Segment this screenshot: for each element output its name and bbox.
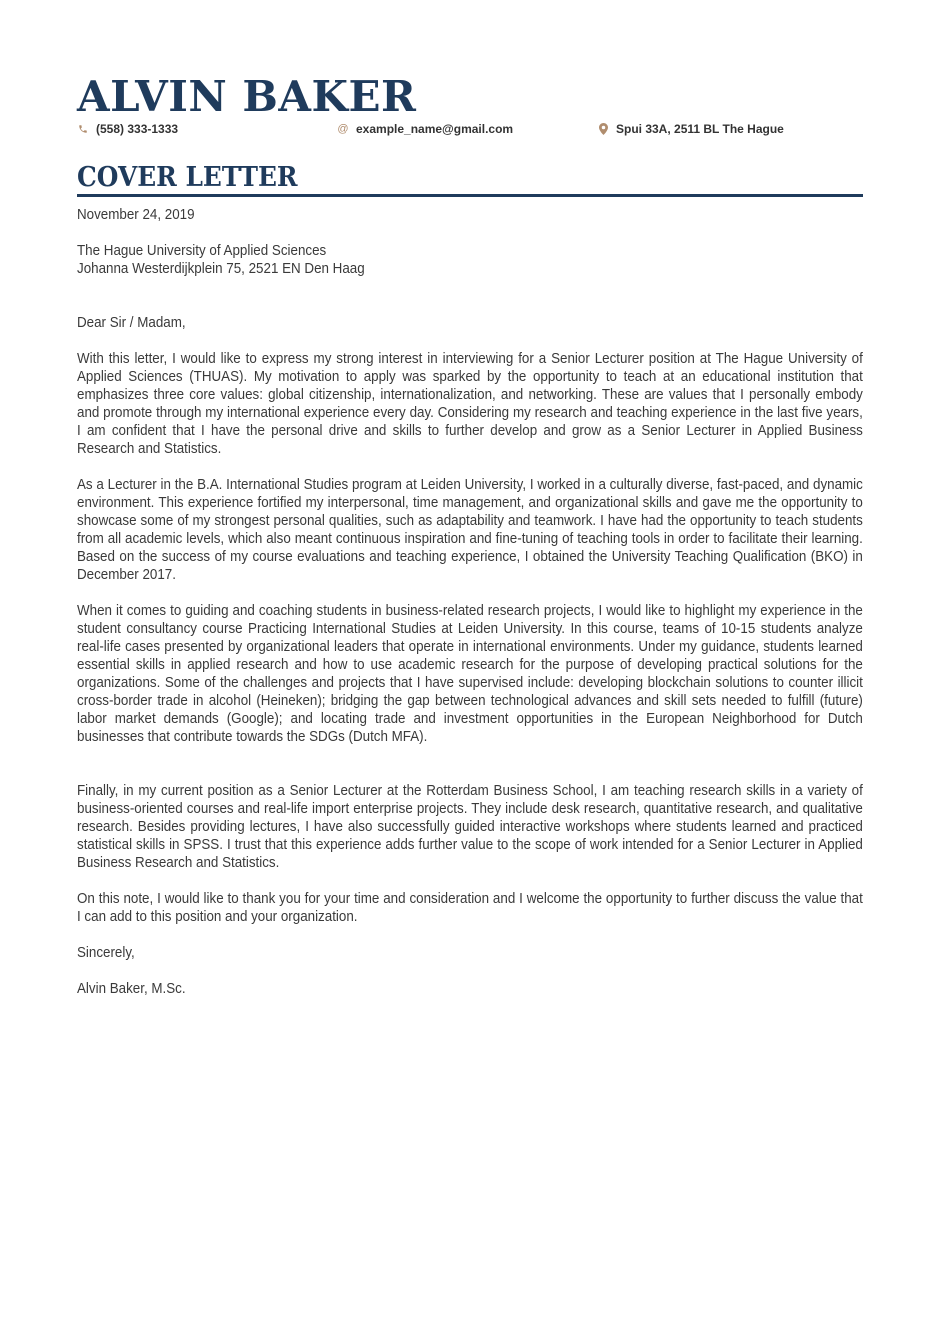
salutation: Dear Sir / Madam, <box>77 315 186 331</box>
body-paragraph-2: As a Lecturer in the B.A. International Studies program at Leiden University, I worked in a culturally diverse, fast-paced, and dynamic environment. This experience fortified my interpersonal, time management, and organizational skills and gave me the opportunity to showcase some of my strongest personal qualities, such as adaptability and teamwork. I have had the opportunity to teach students from all academic levels, which also meant continuous inspiration and fine-tuning of teaching tools in order to facilitate their learning. Based on the success of my course evaluations and teaching experience, I obtained the University Teaching Qualification (BKO) in December 2017. <box>77 477 863 583</box>
email-address[interactable]: example_name@gmail.com <box>356 122 514 136</box>
at-icon: @ <box>337 123 349 135</box>
title-divider <box>77 194 863 197</box>
body-paragraph-5: On this note, I would like to thank you for your time and consideration and I welcome the opportunity to further discuss the value that I can add to this position and your organization. <box>77 891 863 925</box>
applicant-name: ALVIN BAKER <box>77 72 417 121</box>
body-paragraph-4: Finally, in my current position as a Senior Lecturer at the Rotterdam Business School, I am teaching research skills in a variety of business-oriented courses and real-life import enterprise projects. They include desk research, quantitative research, and qualitative research. Besides providing lectures, I have also successfully guided interactive workshops where students learned and practiced statistical skills in SPSS. I trust that this experience adds further value to the scope of work intended for a Senior Lecturer in Applied Business Research and Statistics. <box>77 783 863 871</box>
street-address: Spui 33A, 2511 BL The Hague <box>616 122 784 136</box>
location-pin-icon <box>597 123 609 135</box>
body-paragraph-1: With this letter, I would like to express my strong interest in interviewing for a Senior Lecturer position at The Hague University of Applied Sciences (THUAS). My motivation to apply was sparked by the opportunity to teach at an educational institution that emphasizes three core values: global citizenship, internationalization, and networking. These are values that I personally embody and promote through my international experience every day. Considering my research and teaching experience in the last five years, I am confident that I have the personal drive and skills to further develop and grow as a Senior Lecturer in Applied Business Research and Statistics. <box>77 351 863 457</box>
contact-info <box>77 122 863 140</box>
body-paragraph-3: When it comes to guiding and coaching students in business-related research projects, I would like to highlight my experience in the student consultancy course Practicing International Studies at Leiden University. In this course, teams of 10-15 students analyze real-life cases presented by organizational leaders that operate in international environments. Under my guidance, students learned essential skills in applied research and how to use academic research for the purpose of developing practical solutions for the organizations. Some of the challenges and projects that I have supervised include: developing blockchain solutions to counter illicit cross-border trade in alcohol (Heineken); bridging the gap between technological advances and skill sets needed to fulfill (future) labor market demands (Google); and locating trade and investment opportunities in the European Neighborhood for Dutch businesses that contribute towards the SDGs (Dutch MFA). <box>77 603 863 745</box>
signature: Alvin Baker, M.Sc. <box>77 981 186 997</box>
recipient-address <box>77 242 863 278</box>
contact-phone <box>77 122 178 136</box>
phone-number: (558) 333-1333 <box>96 122 179 136</box>
contact-address <box>597 122 784 136</box>
phone-icon <box>77 123 89 135</box>
recipient-line-1: The Hague University of Applied Sciences <box>77 243 327 259</box>
contact-email <box>337 122 513 136</box>
recipient-line-2: Johanna Westerdijkplein 75, 2521 EN Den Haag <box>77 261 365 277</box>
closing: Sincerely, <box>77 945 135 961</box>
document-title: COVER LETTER <box>77 162 298 193</box>
letter-date: November 24, 2019 <box>77 207 195 223</box>
